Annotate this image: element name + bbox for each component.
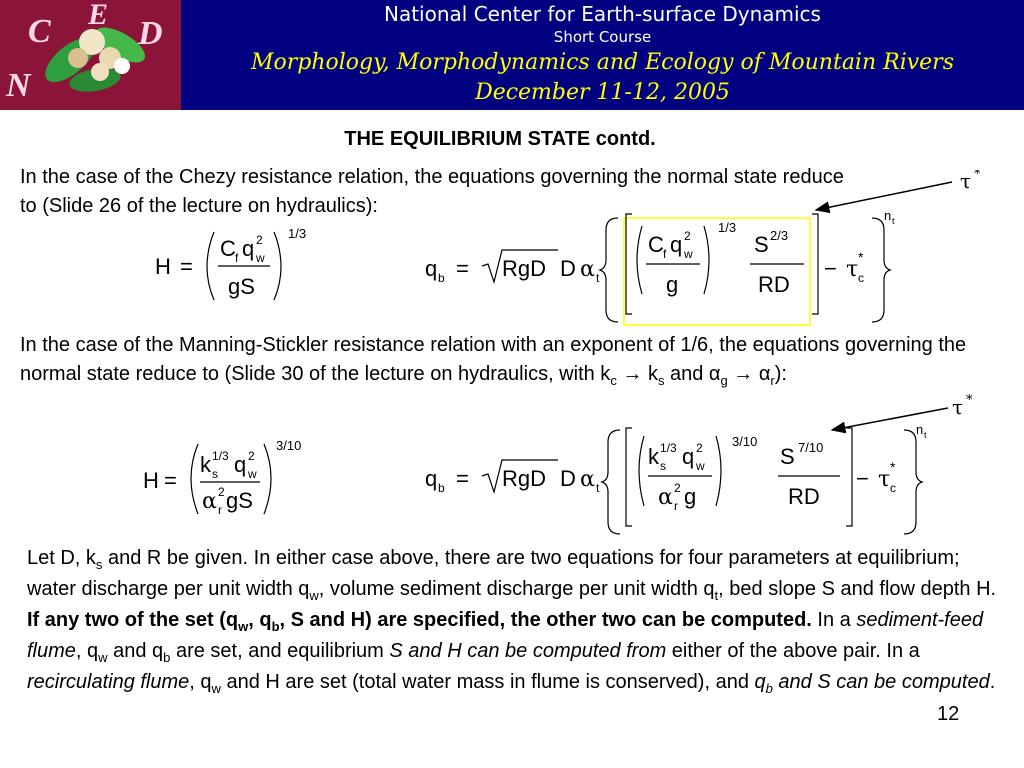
header-date: December 11-12, 2005: [475, 80, 730, 105]
header-org: National Center for Earth-surface Dynamics: [384, 2, 821, 26]
page-number: 12: [937, 703, 960, 725]
tau: τ: [878, 467, 891, 492]
alpha: α: [580, 257, 595, 282]
s-exponent: 7/10: [798, 440, 824, 455]
num-w: w: [684, 247, 693, 261]
p3-t7: and q: [107, 640, 164, 662]
num-q-sub: w: [248, 467, 257, 481]
p3-t8: are set, and equilibrium: [170, 640, 390, 662]
den-rd: RD: [788, 484, 820, 509]
manning-load-equation: [420, 424, 950, 544]
num-q: q: [242, 236, 255, 261]
eq-lhs-sub: b: [438, 481, 445, 495]
exponent-n: n: [916, 422, 924, 437]
den-alpha-sup: 2: [218, 485, 225, 499]
p3-t7-sub: b: [163, 650, 171, 665]
p3-t11: and H are set (total water mass in flume is conserved), and: [220, 671, 755, 693]
exponent-n-sub: t: [924, 430, 927, 440]
p3-bold-1: If any two of the set (q: [27, 609, 239, 631]
p3-bold-1-sub: w: [238, 619, 249, 634]
s-exponent: 2/3: [770, 228, 789, 243]
tau-sup: *: [890, 459, 896, 475]
p3-t10-sub: w: [211, 681, 221, 696]
chezy-depth-equation: [150, 222, 340, 317]
num-q: q: [670, 232, 683, 257]
p3-t6: , q: [75, 640, 99, 662]
slide-title: THE EQUILIBRIUM STATE contd.: [344, 128, 656, 150]
alpha-sub: t: [596, 481, 600, 495]
num-k: k: [648, 444, 659, 469]
alpha: α: [580, 467, 595, 492]
p2-arrow: →: [616, 363, 648, 385]
eq-lhs-q: q: [425, 466, 438, 491]
exponent-n: n: [884, 208, 892, 223]
manning-depth-equation: [138, 436, 328, 531]
exponent-3-10: 3/10: [732, 434, 758, 449]
eq-equals: =: [456, 466, 469, 491]
sqrt-rgd: RgD: [502, 466, 547, 491]
exponent-1-3: 1/3: [718, 220, 737, 235]
logo-letter-d: D: [138, 15, 163, 52]
s-term: S: [754, 232, 769, 257]
eq-lhs-q: q: [425, 256, 438, 281]
num-c: C: [648, 232, 664, 257]
num-k: k: [200, 452, 211, 477]
chezy-load-equation: [420, 210, 920, 330]
tau-sub: c: [858, 271, 864, 285]
tau: τ: [846, 257, 859, 282]
minus: −: [824, 256, 837, 281]
d-term: D: [560, 256, 576, 281]
p3-t12: .: [989, 671, 996, 693]
p2-arrow-2: →: [727, 363, 759, 385]
num-k-sup: 1/3: [660, 441, 677, 455]
p2-end: ):: [774, 363, 787, 385]
eq-lhs: H: [155, 254, 171, 279]
den-g: g: [684, 484, 697, 509]
num-k-sub: s: [660, 459, 666, 473]
exponent: 3/10: [276, 438, 302, 453]
p3-italic-4: q: [754, 671, 766, 693]
alpha-sub: t: [596, 271, 600, 285]
p3-t5: In a: [811, 609, 857, 631]
den-alpha-sub: r: [674, 499, 678, 513]
p3-t1: Let D, k: [27, 547, 96, 569]
den-rd: RD: [758, 272, 790, 297]
num-q: q: [234, 452, 247, 477]
den-gs: gS: [226, 488, 253, 513]
logo-letter-e: E: [88, 0, 109, 31]
p3-t3-sub: t: [714, 588, 719, 603]
p3-bold-2: , q: [248, 609, 272, 631]
num-c: C: [220, 236, 236, 261]
num-w: w: [256, 251, 265, 265]
p2-sub-r: r: [770, 373, 775, 388]
logo-letter-c: C: [28, 13, 51, 50]
tau-star: *: [966, 393, 973, 408]
header-banner: [0, 0, 1024, 110]
num-2: 2: [256, 233, 263, 247]
p3-t2-sub: w: [309, 588, 319, 603]
p3-t2: and R be given. In either case above, there are two equations for four parameters at equilibrium; water discharge per unit width q: [27, 547, 960, 600]
conclusion-text: [27, 543, 997, 698]
p3-italic-3: recirculating flume: [27, 671, 190, 693]
eq-lhs: H: [143, 468, 159, 493]
den-alpha-sub: r: [218, 503, 222, 517]
sqrt-rgd: RgD: [502, 256, 547, 281]
chezy-intro-text: In the case of the Chezy resistance relation, the equations governing the normal state reduce to (Slide 26 of the lecture on hydraulics):: [20, 166, 844, 217]
p3-t1-sub: s: [95, 557, 103, 572]
p2-sub-g: g: [720, 373, 728, 388]
logo-letter-n: N: [6, 67, 31, 104]
header-course-type: Short Course: [553, 28, 652, 46]
p3-t9: either of the above pair. In a: [666, 640, 920, 662]
p3-bold-3: , S and H) are specified, the other two can be computed.: [279, 609, 812, 631]
den-g: g: [666, 272, 679, 297]
num-2: 2: [684, 229, 691, 243]
den-alpha-sup: 2: [674, 481, 681, 495]
num-q-sub: w: [696, 459, 705, 473]
minus: −: [856, 466, 869, 491]
s-term: S: [780, 444, 795, 469]
num-q: q: [682, 444, 695, 469]
num-k-sup: 1/3: [212, 449, 229, 463]
den-alpha: α: [202, 489, 217, 514]
num-f: f: [235, 251, 239, 265]
den-alpha: α: [658, 485, 673, 510]
num-q-sup: 2: [696, 441, 703, 455]
p2-and: and: [664, 363, 709, 385]
p3-t4: , bed slope S and flow depth H.: [718, 578, 997, 600]
tau-symbol: τ: [960, 170, 972, 193]
exponent: 1/3: [288, 226, 307, 241]
manning-intro-text: [20, 331, 1010, 389]
header-course-title: Morphology, Morphodynamics and Ecology of Mountain Rivers: [250, 50, 954, 75]
ced-logo: [0, 0, 181, 110]
p2-sub-c: c: [610, 373, 617, 388]
eq-equals: =: [164, 468, 177, 493]
p2-alpha: α: [708, 363, 721, 385]
p2-alpha-2: α: [758, 363, 771, 385]
p3-t6-sub: w: [98, 650, 108, 665]
eq-equals: =: [456, 256, 469, 281]
p3-italic-4-sub: b: [765, 681, 773, 696]
tau-sub: c: [890, 481, 896, 495]
tau-symbol: τ: [952, 395, 964, 419]
p3-italic-5: and S can be computed: [772, 671, 990, 693]
p3-italic-1: sediment-feed flume: [27, 609, 984, 662]
tau-sup: *: [858, 249, 864, 265]
p3-italic-2: S and H can be computed from: [389, 640, 667, 662]
num-k-sub: s: [212, 467, 218, 481]
p2-sub-s: s: [657, 373, 665, 388]
num-q-sup: 2: [248, 449, 255, 463]
eq-equals: =: [180, 254, 193, 279]
d-term: D: [560, 466, 576, 491]
p2-k: k: [647, 363, 658, 385]
p3-bold-2-sub: b: [271, 619, 280, 634]
eq-lhs-sub: b: [438, 271, 445, 285]
den-gs: gS: [228, 274, 255, 299]
exponent-n-sub: t: [892, 216, 895, 226]
tau-star: *: [974, 170, 981, 182]
num-f: f: [663, 247, 667, 261]
p2-text: In the case of the Manning-Stickler resistance relation with an exponent of 1/6, the equations governing the normal state reduce to (Slide 30 of the lecture on hydraulics, with k: [20, 334, 967, 385]
p3-t10: , q: [189, 671, 212, 693]
p3-t3: , volume sediment discharge per unit width q: [318, 578, 715, 600]
